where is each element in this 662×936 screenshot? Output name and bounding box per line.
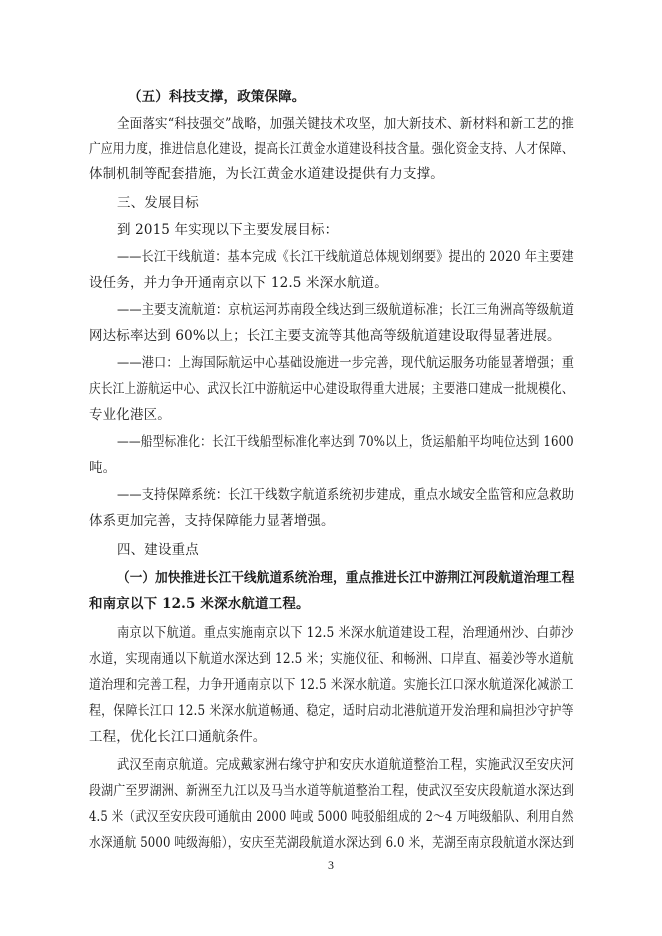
goal-item-line: ——港口：上海国际航运中心基础设施进一步完善，现代航运服务功能显著增强；重 <box>117 355 575 371</box>
goals-heading: 三、发展目标 <box>117 195 199 211</box>
section5-line: 广应用力度，推进信息化建设，提高长江黄金水道建设科技含量。强化资金支持、人才保障、 <box>89 141 574 157</box>
goal-item-line: ——主要支流航道：京杭运河苏南段全线达到三级航道标准；长江三角洲高等级航道 <box>117 302 575 318</box>
nanjing-para-line: 水道，实现南通以下航道水深达到 12.5 米；实施仪征、和畅洲、口岸直、福姜沙等水道航 <box>89 651 574 667</box>
goal-item-line: ——支持保障系统：长江干线数字航道系统初步建成，重点水域安全监管和应急救助 <box>117 487 575 503</box>
nanjing-para-line: 道治理和完善工程，力争开通南京以下 12.5 米深水航道。实施长江口深水航道深化减淤工 <box>89 677 574 693</box>
goal-item-line: ——长江干线航道：基本完成《长江干线航道总体规划纲要》提出的 2020 年主要建 <box>117 249 574 265</box>
wuhan-para-line: 段湖广至罗湖洲、新洲至九江以及马当水道等航道整治工程，使武汉至安庆段航道水深达到 <box>89 783 575 799</box>
nanjing-para-line: 工程，优化长江口通航条件。 <box>89 729 267 745</box>
goal-item-line: 庆长江上游航运中心、武汉长江中游航运中心建设取得重大进展；主要港口建成一批规模化、 <box>89 381 574 397</box>
goal-item-line: 吨。 <box>89 460 117 476</box>
page-number: 3 <box>328 858 334 872</box>
nanjing-para-line: 程，保障长江口 12.5 米深水航道畅通、稳定，适时启动北港航道开发治理和扁担沙守护等 <box>89 703 574 719</box>
wuhan-para-line: 4.5 米（武汉至安庆段可通航由 2000 吨或 5000 吨驳船组成的 2～4 万吨级船队、利用自然 <box>89 809 574 825</box>
focus-sub1-line: （一）加快推进长江干线航道系统治理，重点推进长江中游荆江河段航道治理工程 <box>117 570 575 586</box>
goal-item-line: 设任务，并力争开通南京以下 12.5 米深水航道。 <box>89 275 388 291</box>
nanjing-para-line: 南京以下航道。重点实施南京以下 12.5 米深水航道建设工程，治理通州沙、白茆沙 <box>117 625 574 641</box>
section5-heading: （五）科技支撑，政策保障。 <box>128 89 306 105</box>
goal-item-line: 专业化港区。 <box>89 407 171 423</box>
goals-intro: 到 2015 年实现以下主要发展目标： <box>117 222 339 238</box>
focus-sub1-line: 和南京以下 12.5 米深水航道工程。 <box>89 596 310 612</box>
focus-heading: 四、建设重点 <box>117 542 199 558</box>
section5-line: 体制机制等配套措施，为长江黄金水道建设提供有力支撑。 <box>89 166 444 182</box>
section5-line: 全面落实“科技强交”战略，加强关键技术攻坚，加大新技术、新材料和新工艺的推 <box>117 116 574 132</box>
wuhan-para-line: 武汉至南京航道。完成戴家洲右缘守护和安庆水道航道整治工程，实施武汉至安庆河 <box>117 757 575 773</box>
goal-item-line: 网达标率达到 60%以上；长江主要支流等其他高等级航道建设取得显著进展。 <box>89 328 561 344</box>
wuhan-para-line: 水深通航 5000 吨级海船），安庆至芜湖段航道水深达到 6.0 米，芜湖至南京段航道水深达到 <box>89 835 575 851</box>
goal-item-line: 体系更加完善，支持保障能力显著增强。 <box>89 513 335 529</box>
goal-item-line: ——船型标准化：长江干线船型标准化率达到 70%以上，货运船舶平均吨位达到 1600 <box>117 434 574 450</box>
